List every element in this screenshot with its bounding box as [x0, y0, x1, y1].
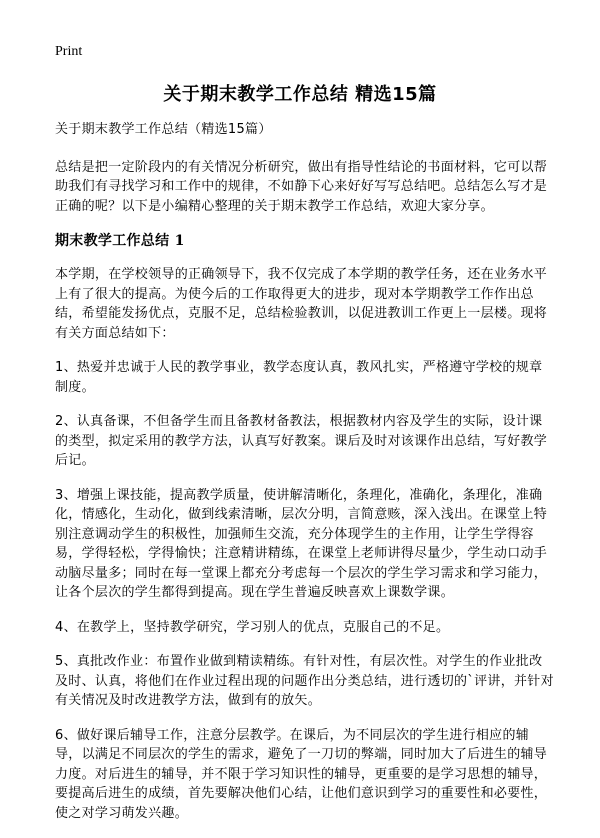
- print-link[interactable]: Print: [55, 44, 83, 59]
- paragraph: 1、热爱并忠诚于人民的教学事业，教学态度认真，教风扎实，严格遵守学校的规章制度。: [55, 360, 543, 395]
- article-subtitle: 关于期末教学工作总结（精选15篇）: [55, 122, 272, 137]
- paragraph: 本学期，在学校领导的正确领导下，我不仅完成了本学期的教学任务，还在业务水平上有了很大的提高。为使今后的工作取得更大的进步，现对本学期教学工作作出总结，希望能发扬优点，克服不足，总结检验教训，以促进教训工作更上一层楼。现将有关方面总结如下：: [55, 267, 548, 341]
- paragraph: 5、真批改作业：布置作业做到精读精练。有针对性，有层次性。对学生的作业批改及时、认真，将他们在作业过程出现的问题作出分类总结，进行透切的`评讲，并针对有关情况及时改进教学方法，做到有的放矢。: [55, 654, 554, 708]
- article-body: [55, 120, 555, 838]
- paragraph: 4、在教学上，坚持教学研究，学习别人的优点，克服自己的不足。: [55, 619, 450, 635]
- intro-paragraph: 总结是把一定阶段内的有关情况分析研究，做出有指导性结论的书面材料，它可以帮助我们有寻找学习和工作中的规律，不如静下心来好好写写总结吧。总结怎么写才是正确的呢？以下是小编精心整理的关于期末教学工作总结，欢迎大家分享。: [55, 159, 548, 214]
- page-title: 关于期末教学工作总结 精选15篇: [163, 84, 437, 105]
- paragraph: 3、增强上课技能，提高教学质量，使讲解清晰化，条理化，准确化，条理化，准确化，情感化，生动化，做到线索清晰，层次分明，言简意赅，深入浅出。在课堂上特别注意调动学生的积极性，加强师生交流，充分体现学生的主作用，让学生学得容易，学得轻松，学得愉快；注意精讲精练，在课堂上老师讲得尽量少，学生动口动手动脑尽量多；同时在每一堂课上都充分考虑每一个层次的学生学习需求和学习能力，让各个层次的学生都得到提高。现在学生普遍反映喜欢上课数学课。: [55, 487, 548, 600]
- paragraph: 6、做好课后辅导工作，注意分层教学。在课后，为不同层次的学生进行相应的辅导，以满足不同层次的学生的需求，避免了一刀切的弊端，同时加大了后进生的辅导力度。对后进生的辅导，并不限于学习知识性的辅导，更重要的是学习思想的辅导，要提高后进生的成绩，首先要解决他们心结，让他们意识到学习的重要性和必要性，使之对学习萌发兴趣。: [55, 727, 548, 821]
- paragraph: 2、认真备课，不但备学生而且备教材备教法，根据教材内容及学生的实际，设计课的类型，拟定采用的教学方法，认真写好教案。课后及时对该课作出总结，写好教学后记。: [55, 414, 548, 468]
- section-heading: 期末教学工作总结 1: [55, 233, 185, 249]
